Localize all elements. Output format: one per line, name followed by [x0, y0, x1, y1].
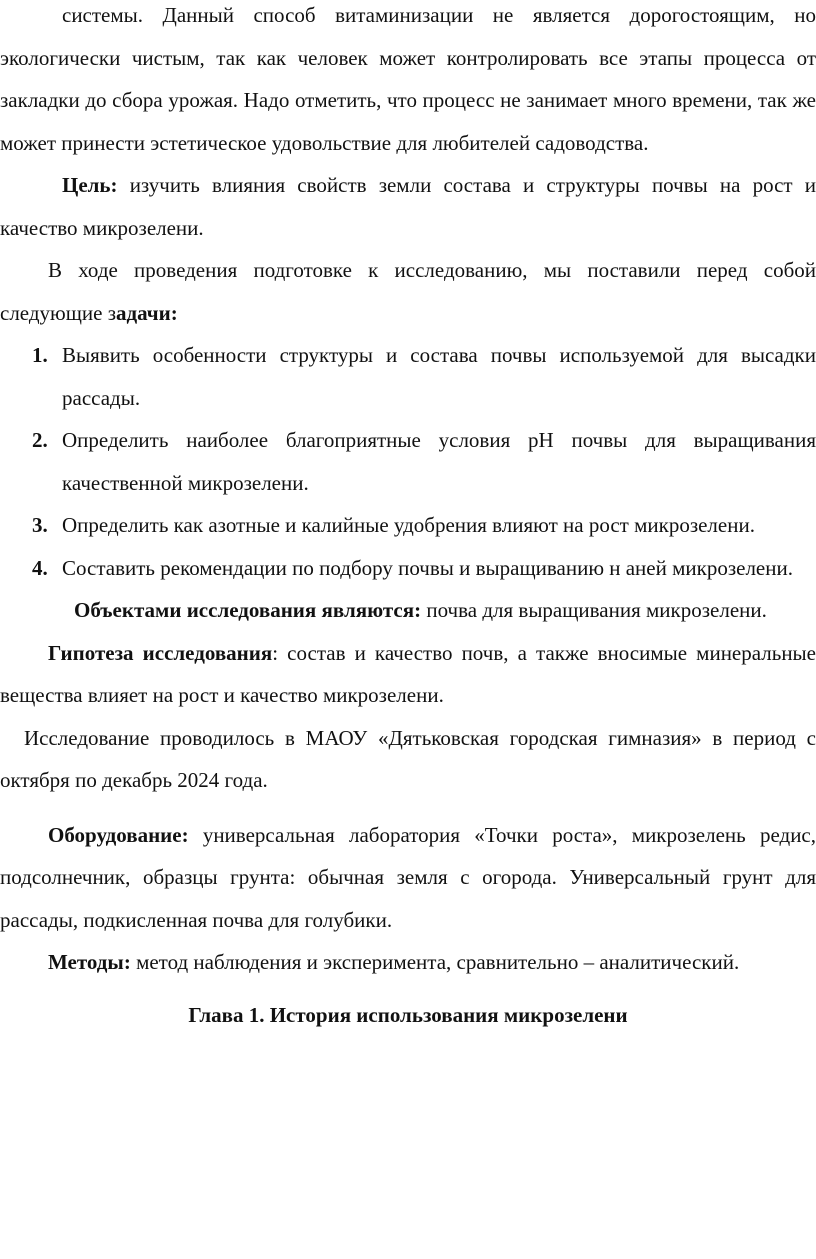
task-text: Выявить особенности структуры и состава почвы используемой для высадки рассады.: [62, 343, 816, 410]
methods-text: метод наблюдения и эксперимента, сравнительно – аналитический.: [130, 950, 740, 974]
hypothesis-label: Гипотеза исследования: [48, 640, 273, 665]
task-text: Составить рекомендации по подбору почвы и выращиванию н аней микрозелени.: [62, 555, 793, 580]
objects-label: Объектами исследования являются:: [74, 598, 422, 622]
task-text: Определить как азотные и калийные удобрения влияют на рост микрозелени.: [62, 513, 755, 537]
list-item: [0, 419, 816, 504]
task-number: 3.: [32, 513, 48, 537]
paragraph-gap: [0, 802, 816, 814]
equipment-paragraph: [0, 814, 816, 942]
objects-paragraph: [0, 589, 816, 632]
tasks-intro-label: адачи:: [116, 300, 178, 325]
goal-paragraph: [0, 164, 816, 249]
chapter-title: Глава 1. История использования микрозелени: [188, 1002, 628, 1027]
methods-paragraph: [0, 941, 816, 984]
task-number: 1.: [32, 343, 48, 367]
location-paragraph: Исследование проводилось в МАОУ «Дятьковская городская гимназия» в период с октября по декабрь 2024 года.: [0, 725, 816, 792]
list-item: [0, 504, 816, 547]
list-item: [0, 334, 816, 419]
equipment-text: универсальная лаборатория «Точки роста», микрозелень редис, подсолнечник, образцы грунта: обычная земля с огорода. Универсальный грунт для рассады, подкисленная почва для голубики.: [0, 822, 816, 932]
goal-label: Цель:: [62, 173, 118, 197]
intro-paragraph: системы. Данный способ витаминизации не является дорогостоящим, но экологически чистым, так как человек может контролировать все этапы процесса от закладки до сбора урожая. Надо отметить, что процесс не занимает много времени, так же может принести эстетическое удовольствие для любителей садоводства.: [0, 3, 816, 155]
goal-text: изучить влияния свойств земли состава и структуры почвы на рост и качество микрозелени.: [0, 173, 816, 240]
task-text: Определить наиболее благоприятные условия pH почвы для выращивания качественной микрозелени.: [62, 428, 816, 495]
task-number: 2.: [32, 428, 48, 452]
objects-text: почва для выращивания микрозелени.: [421, 598, 767, 622]
tasks-intro-text: В ходе проведения подготовке к исследованию, мы поставили перед собой следующие з: [0, 258, 816, 325]
hypothesis-paragraph: [0, 632, 816, 717]
tasks-list: [0, 334, 816, 589]
equipment-label: Оборудование:: [48, 822, 189, 847]
methods-label: Методы:: [48, 950, 131, 974]
task-number: 4.: [32, 555, 48, 580]
hypothesis-text: : состав и качество почв, а также вносимые минеральные вещества влияет на рост и качество микрозелени.: [0, 640, 816, 707]
tasks-intro-paragraph: [0, 249, 816, 334]
list-item: [0, 547, 816, 590]
